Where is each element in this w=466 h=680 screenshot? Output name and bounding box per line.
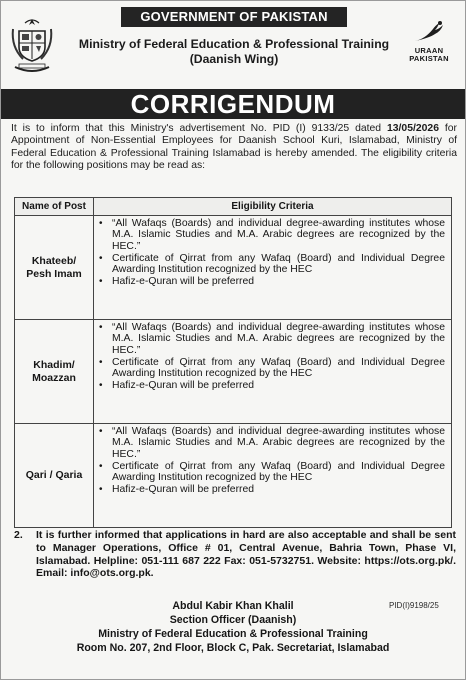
intro-text-end: for Appointment of Non-Essential Employees for Daanish School Kuri, Islamabad, Ministry of Federal Education & Professional Training Islamabad is hereby amended. The eligibility criteria for the following positions may be read as: <box>11 123 457 171</box>
criteria-item: • Hafiz-e-Quran will be preferred <box>112 380 445 391</box>
post-name <box>15 320 94 424</box>
uraan-pakistan-logo-icon <box>401 19 457 73</box>
ministry-name: Ministry of Federal Education & Professional Training <box>78 37 390 51</box>
criteria-item: • Hafiz-e-Quran will be preferred <box>112 276 445 287</box>
note-number: 2. <box>14 529 23 541</box>
table-row <box>15 320 452 424</box>
criteria-item: • Hafiz-e-Quran will be preferred <box>112 484 445 495</box>
eligibility-table <box>14 197 452 528</box>
note-text: It is further informed that applications in hard are also acceptable and shall be sent to Manager Operations, Office # 01, Central Avenue, Bahria Town, Phase VI, Islamabad. Helpline: 051-111 687 222 Fax: 051-5732751. Website: https://ots.org.pk/. Email: info@ots.org.pk. <box>36 529 456 580</box>
criteria-item: • “All Wafaqs (Boards) and individual degree-awarding institutes whose M.A. Islamic Studies and M.A. Arabic degrees are recognized by the HEC.” <box>112 426 445 460</box>
criteria-item: • “All Wafaqs (Boards) and individual degree-awarding institutes whose M.A. Islamic Studies and M.A. Arabic degrees are recognized by the HEC.” <box>112 218 445 252</box>
criteria-item: • Certificate of Qirrat from any Wafaq (Board) and Individual Degree Awarding Institution recognized by the HEC <box>112 357 445 380</box>
footer-ministry: Ministry of Federal Education & Professional Training <box>98 628 368 640</box>
pid-code: PID(I)9198/25 <box>389 601 439 610</box>
criteria-list <box>112 322 445 391</box>
criteria-cell <box>94 320 452 424</box>
ministry-heading <box>67 37 401 67</box>
criteria-item: • “All Wafaqs (Boards) and individual degree-awarding institutes whose M.A. Islamic Studies and M.A. Arabic degrees are recognized by the HEC.” <box>112 322 445 356</box>
table-row <box>15 424 452 528</box>
corrigendum-title: CORRIGENDUM <box>1 89 465 119</box>
post-name-line: Pesh Imam <box>26 267 82 280</box>
table-header-row <box>15 198 452 216</box>
criteria-cell <box>94 424 452 528</box>
post-name <box>15 216 94 320</box>
officer-designation: Section Officer (Daanish) <box>169 614 297 626</box>
government-title: GOVERNMENT OF PAKISTAN <box>121 7 347 27</box>
logo-text-uraan: URAAN <box>414 46 444 55</box>
column-header-criteria: Eligibility Criteria <box>94 198 452 216</box>
further-information-note <box>14 529 456 580</box>
post-name <box>15 424 94 528</box>
post-name-line: Qari / Qaria <box>25 469 83 481</box>
bird-icon <box>409 19 449 47</box>
intro-text-start: It is to inform that this Ministry's advertisement No. PID (I) 9133/25 dated <box>11 123 387 134</box>
criteria-list <box>112 218 445 287</box>
criteria-item: • Certificate of Qirrat from any Wafaq (Board) and Individual Degree Awarding Institution recognized by the HEC <box>112 253 445 276</box>
column-header-post: Name of Post <box>15 198 94 216</box>
table-row <box>15 216 452 320</box>
post-name-line: Moazzan <box>32 371 76 384</box>
post-name-line: Khadim/ <box>33 358 75 371</box>
officer-name: Abdul Kabir Khan Khalil <box>172 600 294 612</box>
state-emblem-icon <box>9 17 55 75</box>
footer-address: Room No. 207, 2nd Floor, Block C, Pak. Secretariat, Islamabad <box>76 642 390 654</box>
signature-block <box>1 599 465 655</box>
criteria-item: • Certificate of Qirrat from any Wafaq (Board) and Individual Degree Awarding Institution recognized by the HEC <box>112 461 445 484</box>
logo-text-pakistan: PAKISTAN <box>409 54 449 63</box>
ministry-wing: (Daanish Wing) <box>189 52 279 66</box>
post-name-line: Khateeb/ <box>31 254 77 267</box>
intro-paragraph <box>11 123 457 172</box>
advertisement-date: 13/05/2026 <box>386 123 439 134</box>
criteria-list <box>112 426 445 495</box>
criteria-cell <box>94 216 452 320</box>
